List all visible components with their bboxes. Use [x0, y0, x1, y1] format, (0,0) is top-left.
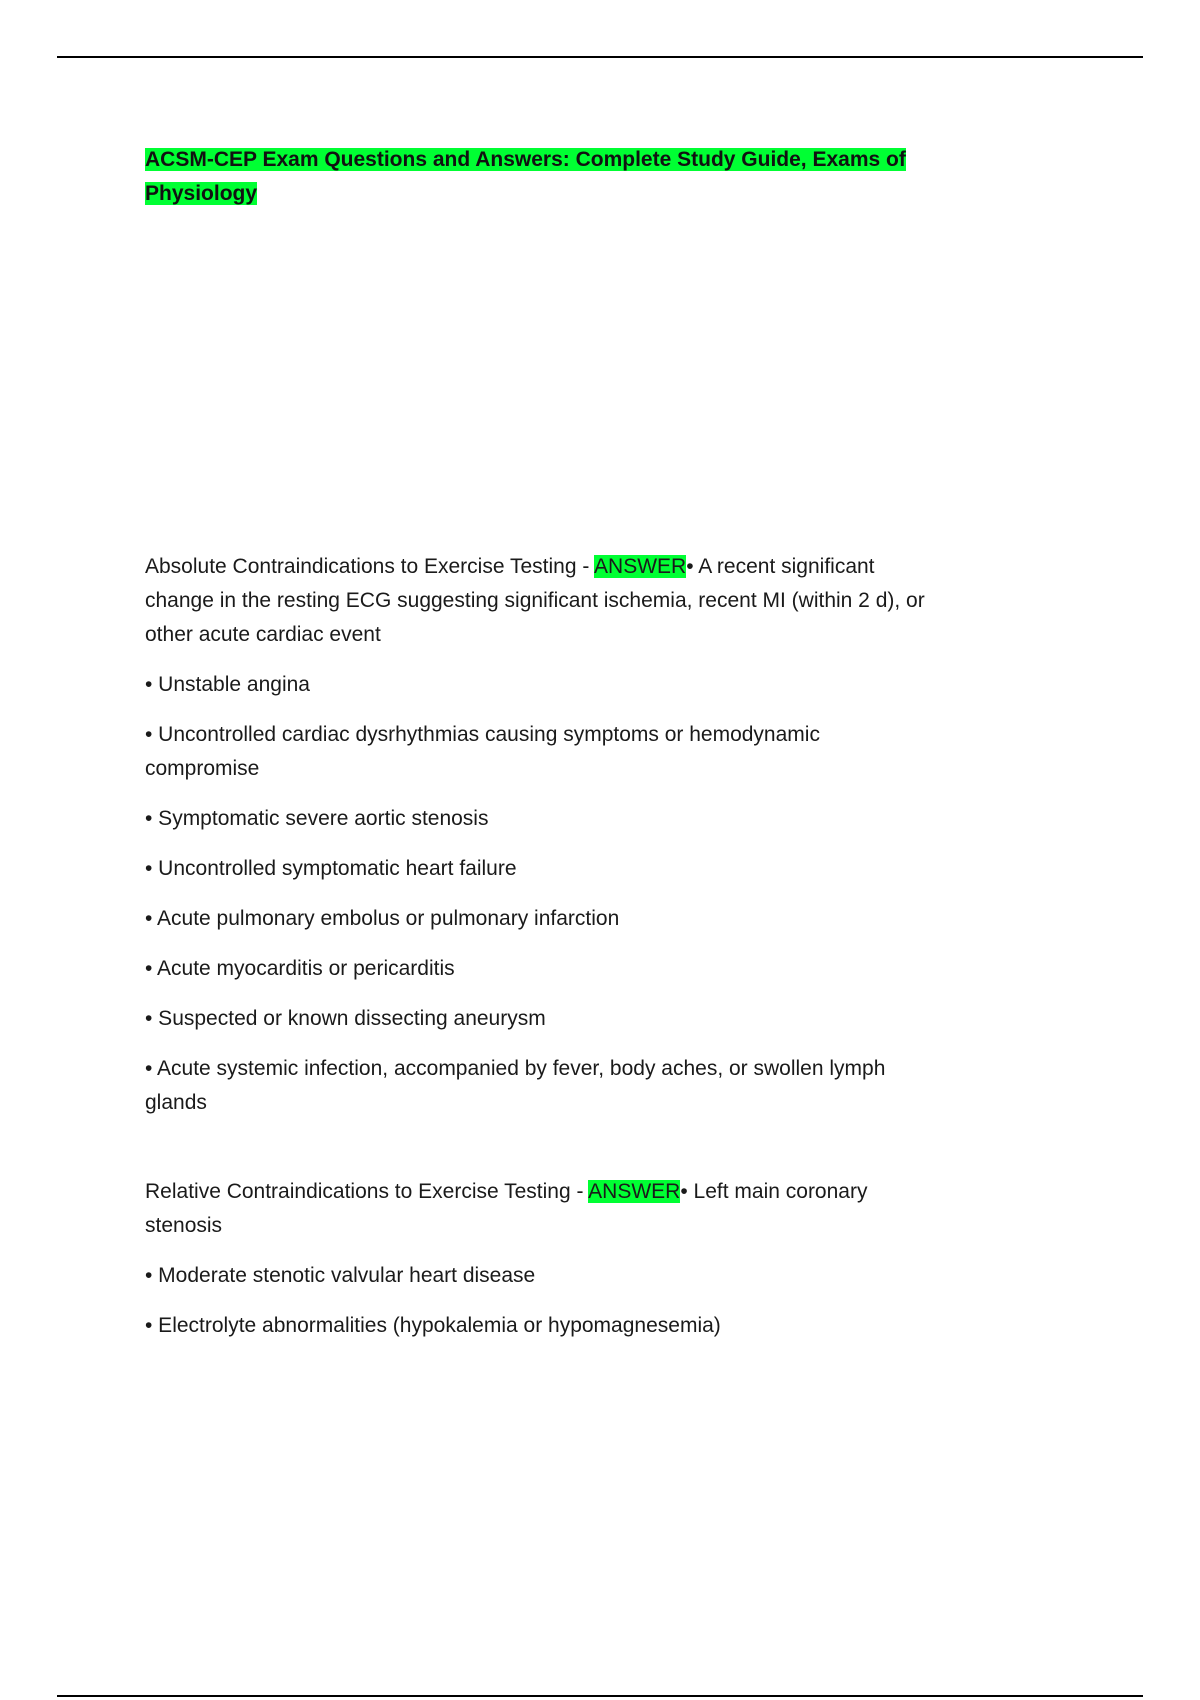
answer-item: • Electrolyte abnormalities (hypokalemia or hypomagnesemia) [145, 1314, 721, 1337]
answer-item: • Uncontrolled symptomatic heart failure [145, 857, 517, 880]
question-paragraph [145, 1175, 925, 1243]
document-title [145, 143, 925, 211]
answer-item: • Uncontrolled cardiac dysrhythmias causing symptoms or hemodynamic compromise [145, 723, 820, 780]
answer-tag: ANSWER [588, 1180, 681, 1203]
answer-item: • Acute systemic infection, accompanied by fever, body aches, or swollen lymph glands [145, 1057, 886, 1114]
answer-first-item: • Left main coronary stenosis [145, 1180, 868, 1237]
answer-item: • Unstable angina [145, 673, 310, 696]
footer-rule [57, 1695, 1143, 1697]
answer-item: • Moderate stenotic valvular heart disease [145, 1264, 536, 1287]
question-paragraph [145, 550, 925, 652]
title-line-1: ACSM-CEP Exam Questions and Answers: Complete Study Guide, Exams of [145, 148, 906, 171]
qa-relative-contraindications [145, 1175, 925, 1343]
title-line-2: Physiology [145, 182, 258, 205]
header-rule [57, 56, 1143, 58]
answer-item: • Suspected or known dissecting aneurysm [145, 1007, 546, 1030]
answer-item: • Acute pulmonary embolus or pulmonary infarction [145, 907, 620, 930]
question-text: Relative Contraindications to Exercise Testing - [145, 1180, 589, 1203]
qa-absolute-contraindications [145, 550, 925, 1120]
answer-first-item: • A recent significant change in the resting ECG suggesting significant ischemia, recent MI (within 2 d), or other acute cardiac event [145, 555, 925, 646]
answer-item: • Acute myocarditis or pericarditis [145, 957, 455, 980]
answer-tag: ANSWER [594, 555, 687, 578]
document-body [145, 143, 925, 1343]
question-text: Absolute Contraindications to Exercise Testing - [145, 555, 595, 578]
answer-item: • Symptomatic severe aortic stenosis [145, 807, 489, 830]
